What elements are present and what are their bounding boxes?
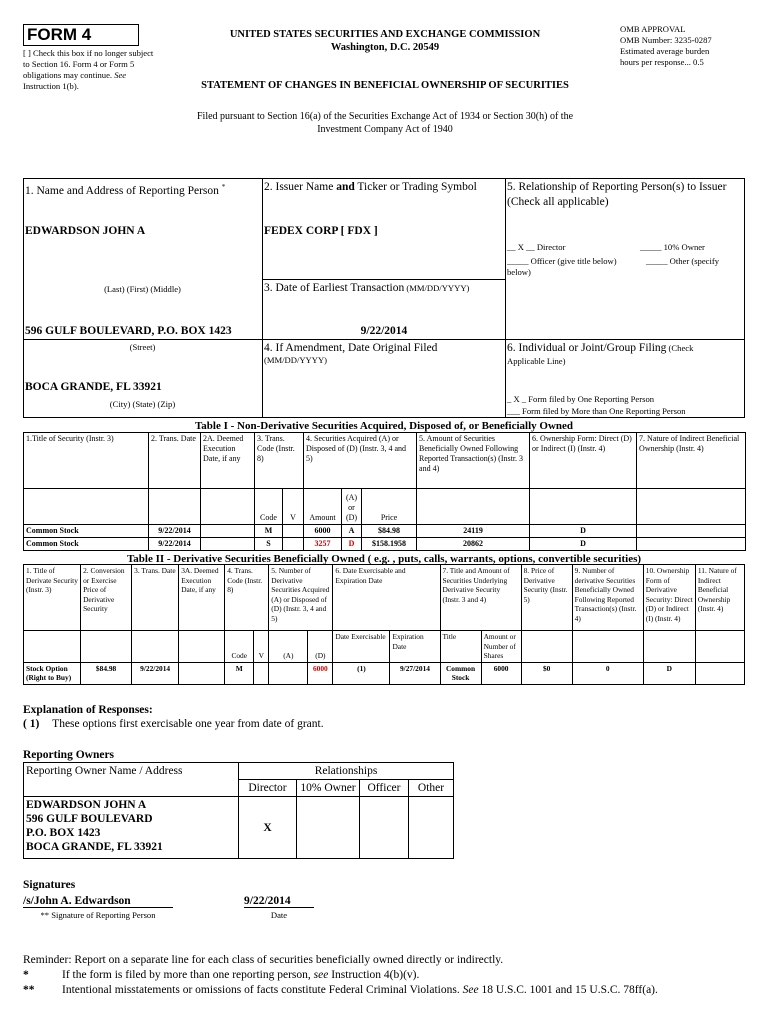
t1-price-hdr: Price xyxy=(362,489,417,525)
t1-r1-date: 9/22/2014 xyxy=(149,525,201,538)
box2-label-pre: 2. Issuer Name xyxy=(264,181,337,193)
t1-v-hdr: V xyxy=(283,489,304,525)
grid-divider-1 xyxy=(262,178,263,418)
box6-label-small2: Applicable Line) xyxy=(507,356,566,366)
rel-other[interactable]: _____ Other (specify xyxy=(646,256,720,266)
t1-h1: 1.Title of Security (Instr. 3) xyxy=(24,433,149,489)
table-row xyxy=(24,538,746,551)
t2-h3a: 3A. Deemed Execution Date, if any xyxy=(179,565,225,631)
omb-number: OMB Number: 3235-0287 xyxy=(620,35,712,45)
ro-director-mark: X xyxy=(239,797,297,859)
check-box-note xyxy=(23,48,158,92)
sec-title xyxy=(150,28,620,54)
t1-r2-code: S xyxy=(255,538,283,551)
footnote-1-pre: If the form is filed by more than one reporting person, xyxy=(62,969,314,981)
t1-h2a: 2A. Deemed Execution Date, if any xyxy=(201,433,255,489)
t1-r1-amount: 6000 xyxy=(304,525,342,538)
box6-label-text: 6. Individual or Joint/Group Filing xyxy=(507,342,667,354)
explanation-heading: Explanation of Responses: xyxy=(23,704,153,716)
t1-r1-title: Common Stock xyxy=(24,525,149,538)
sec-city: Washington, D.C. 20549 xyxy=(330,42,440,53)
t1-r1-form: D xyxy=(530,525,637,538)
rel-director[interactable]: __ X __ Director xyxy=(507,242,566,252)
footnote-2-pre: Intentional misstatements or omissions of facts constitute Federal Criminal Violations. xyxy=(62,984,463,996)
reporting-owners-table xyxy=(23,762,454,859)
omb-burden-2: hours per response... 0.5 xyxy=(620,57,704,67)
t2-title-hdr: Title xyxy=(440,631,481,663)
t2-h1: 1. Title of Derivate Security (Instr. 3) xyxy=(24,565,81,631)
reporting-owners-heading: Reporting Owners xyxy=(23,749,115,761)
box5-label xyxy=(507,180,745,210)
t1-h5: 5. Amount of Securities Beneficially Owned Following Reported Transaction(s) (Instr. 3 and 4) xyxy=(417,433,530,489)
t2-h4: 4. Trans. Code (Instr. 8) xyxy=(225,565,269,631)
name-parts-label: (Last) (First) (Middle) xyxy=(104,284,181,294)
ro-addr-4: BOCA GRANDE, FL 33921 xyxy=(26,841,163,853)
t2-r-owned: 0 xyxy=(572,662,643,684)
rel-ten-pct[interactable]: _____ 10% Owner xyxy=(640,242,705,252)
footnote-2-post: 18 U.S.C. 1001 and 15 U.S.C. 78ff(a). xyxy=(478,984,658,996)
t1-r2-date: 9/22/2014 xyxy=(149,538,201,551)
t1-r2-amount: 3257 xyxy=(304,538,342,551)
box2-label-post: Ticker or Trading Symbol xyxy=(354,181,477,193)
ro-address xyxy=(24,797,239,859)
street-label: (Street) xyxy=(129,342,156,352)
box6-label xyxy=(507,341,745,367)
grid-divider-2 xyxy=(505,178,506,418)
footnote-star-2: ** xyxy=(23,984,35,996)
ro-director: Director xyxy=(239,780,297,797)
t1-r2-aord: D xyxy=(342,538,362,551)
box6-label-small: (Check xyxy=(666,343,694,353)
t1-h2: 2. Trans. Date xyxy=(149,433,201,489)
box3-label xyxy=(264,281,504,296)
footnote-2 xyxy=(62,984,658,996)
t2-h3: 3. Trans. Date xyxy=(132,565,179,631)
ro-other: Other xyxy=(409,780,454,797)
signatures-heading: Signatures xyxy=(23,879,76,891)
t1-r2-owned: 20862 xyxy=(417,538,530,551)
footnote-1-see: see xyxy=(313,969,329,981)
t1-r1-owned: 24119 xyxy=(417,525,530,538)
box4-format: (MM/DD/YYYY) xyxy=(264,355,328,365)
t2-h8: 8. Price of Derivative Security (Instr. 5) xyxy=(521,565,572,631)
filed-pursuant xyxy=(150,110,620,136)
ro-officer: Officer xyxy=(360,780,409,797)
box3-label-small: (MM/DD/YYYY) xyxy=(404,283,470,293)
t1-code-hdr: Code xyxy=(255,489,283,525)
ro-ten-pct: 10% Owner xyxy=(297,780,360,797)
t2-r-date: 9/22/2014 xyxy=(132,662,179,684)
t1-r1-price: $84.98 xyxy=(362,525,417,538)
reporter-name: EDWARDSON JOHN A xyxy=(25,225,146,237)
omb-burden-1: Estimated average burden xyxy=(620,46,710,56)
t1-h4: 4. Securities Acquired (A) or Disposed of (D) (Instr. 3, 4 and 5) xyxy=(304,433,417,489)
reporter-street: 596 GULF BOULEVARD, P.O. BOX 1423 xyxy=(25,325,232,337)
t2-r-dateex: (1) xyxy=(333,662,390,684)
ro-col-rel: Relationships xyxy=(239,763,454,780)
table1 xyxy=(23,432,746,551)
grid-divider-3 xyxy=(262,279,506,280)
footnote-2-see: See xyxy=(462,984,479,996)
t2-r-utitle: Common Stock xyxy=(440,662,481,684)
t2-r-uamount: 6000 xyxy=(481,662,521,684)
rel-below: below) xyxy=(507,267,531,277)
t2-h7: 7. Title and Amount of Securities Underlying Derivative Security (Instr. 3 and 4) xyxy=(440,565,521,631)
signature-date: 9/22/2014 xyxy=(244,895,314,908)
check-note-see: See xyxy=(114,70,127,80)
box2-label-and: and xyxy=(336,181,355,193)
t1-r2-form: D xyxy=(530,538,637,551)
check-note-instr: Instruction 1(b). xyxy=(23,81,79,91)
t1-r1-code: M xyxy=(255,525,283,538)
box1-star: * xyxy=(221,183,226,191)
t1-h7: 7. Nature of Indirect Beneficial Ownership (Instr. 4) xyxy=(637,433,746,489)
reminder: Reminder: Report on a separate line for each class of securities beneficially owned directly or indirectly. xyxy=(23,954,504,966)
table-row xyxy=(24,797,454,859)
omb-approval xyxy=(620,24,760,68)
t2-r-conv: $84.98 xyxy=(81,662,132,684)
ro-col-name: Reporting Owner Name / Address xyxy=(24,763,239,797)
reporter-city: BOCA GRANDE, FL 33921 xyxy=(25,381,162,393)
box1-label xyxy=(25,180,260,199)
box3-label-text: 3. Date of Earliest Transaction xyxy=(264,282,405,294)
t1-aord-hdr: (A) or (D) xyxy=(342,489,362,525)
ro-addr-3: P.O. BOX 1423 xyxy=(26,827,101,839)
table-row xyxy=(24,525,746,538)
explanation-item xyxy=(23,718,324,730)
t2-r-title: Stock Option (Right to Buy) xyxy=(24,662,81,684)
table2 xyxy=(23,564,745,685)
footnote-star-1: * xyxy=(23,969,29,981)
t2-h9: 9. Number of derivative Securities Beneficially Owned Following Reported Transaction(s) (Instr. 4) xyxy=(572,565,643,631)
t2-r-price: $0 xyxy=(521,662,572,684)
table2-title: Table II - Derivative Securities Beneficially Owned ( e.g. , puts, calls, warrants, options, convertible securities) xyxy=(126,553,642,565)
table1-title: Table I - Non-Derivative Securities Acquired, Disposed of, or Beneficially Owned xyxy=(194,420,574,432)
grid-divider-5 xyxy=(505,339,745,340)
form-title: FORM 4 xyxy=(23,24,139,46)
explanation-num: ( 1) xyxy=(23,718,40,730)
filed-line-2: Investment Company Act of 1940 xyxy=(317,124,453,135)
t2-amount-hdr: Amount or Number of Shares xyxy=(481,631,521,663)
t1-r2-price: $158.1958 xyxy=(362,538,417,551)
t2-h11: 11. Nature of Indirect Beneficial Ownership (Instr. 4) xyxy=(695,565,744,631)
t2-r-exp: 9/27/2014 xyxy=(390,662,440,684)
t2-h2: 2. Conversion or Exercise Price of Derivative Security xyxy=(81,565,132,631)
omb-title: OMB APPROVAL xyxy=(620,24,686,34)
table-row xyxy=(24,662,745,684)
t2-code-hdr: Code xyxy=(225,631,254,663)
box4-label: 4. If Amendment, Date Original Filed xyxy=(264,342,438,354)
t2-exp-hdr: Expiration Date xyxy=(390,631,440,663)
check-note-text: [ ] Check this box if no longer subject to Section 16. Form 4 or Form 5 obligations may continue. xyxy=(23,48,154,80)
earliest-date: 9/22/2014 xyxy=(360,325,408,337)
footnote-1-post: Instruction 4(b)(v). xyxy=(328,969,420,981)
t2-h5: 5. Number of Derivative Securities Acquired (A) or Disposed of (D) (Instr. 3, 4 and 5) xyxy=(269,565,333,631)
signature-name: /s/John A. Edwardson xyxy=(23,895,173,908)
footnote-1 xyxy=(62,969,419,981)
rel-officer[interactable]: _____ Officer (give title below) xyxy=(507,256,617,266)
t2-r-form: D xyxy=(643,662,695,684)
filing-one-person[interactable]: _ X _ Form filed by One Reporting Person xyxy=(507,394,655,404)
t1-r2-title: Common Stock xyxy=(24,538,149,551)
explanation-text: These options first exercisable one year from date of grant. xyxy=(52,718,324,730)
box5-sub: (Check all applicable) xyxy=(507,196,609,208)
t2-h10: 10. Ownership Form of Derivative Security: Direct (D) or Indirect (I) (Instr. 4) xyxy=(643,565,695,631)
city-label: (City) (State) (Zip) xyxy=(109,399,176,409)
t1-h3: 3. Trans. Code (Instr. 8) xyxy=(255,433,304,489)
grid-divider-4 xyxy=(23,339,506,340)
issuer-value: FEDEX CORP [ FDX ] xyxy=(264,225,378,237)
t1-r1-aord: A xyxy=(342,525,362,538)
box2-label xyxy=(264,180,504,195)
t2-dateex-hdr: Date Exercisable xyxy=(333,631,390,663)
t1-amount-hdr: Amount xyxy=(304,489,342,525)
t2-h6: 6. Date Exercisable and Expiration Date xyxy=(333,565,440,631)
box5-label-text: 5. Relationship of Reporting Person(s) to Issuer xyxy=(507,181,727,193)
t2-a-hdr: (A) xyxy=(269,631,308,663)
box1-label-text: 1. Name and Address of Reporting Person xyxy=(25,184,219,197)
signature-date-label: Date xyxy=(270,910,288,920)
t1-h6: 6. Ownership Form: Direct (D) or Indirect (I) (Instr. 4) xyxy=(530,433,637,489)
t2-r-d: 6000 xyxy=(308,662,333,684)
filing-multiple[interactable]: ___ Form filed by More than One Reporting Person xyxy=(507,406,686,416)
t2-r-code: M xyxy=(225,662,254,684)
ro-addr-1: EDWARDSON JOHN A xyxy=(26,799,147,811)
statement-title: STATEMENT OF CHANGES IN BENEFICIAL OWNERSHIP OF SECURITIES xyxy=(201,80,569,91)
t2-d-hdr: (D) xyxy=(308,631,333,663)
t2-v-hdr: V xyxy=(254,631,269,663)
sec-name: UNITED STATES SECURITIES AND EXCHANGE COMMISSION xyxy=(229,29,541,40)
ro-addr-2: 596 GULF BOULEVARD xyxy=(26,813,153,825)
filed-line-1: Filed pursuant to Section 16(a) of the Securities Exchange Act of 1934 or Section 30(h) of the xyxy=(196,111,574,122)
signature-label: ** Signature of Reporting Person xyxy=(40,910,156,920)
